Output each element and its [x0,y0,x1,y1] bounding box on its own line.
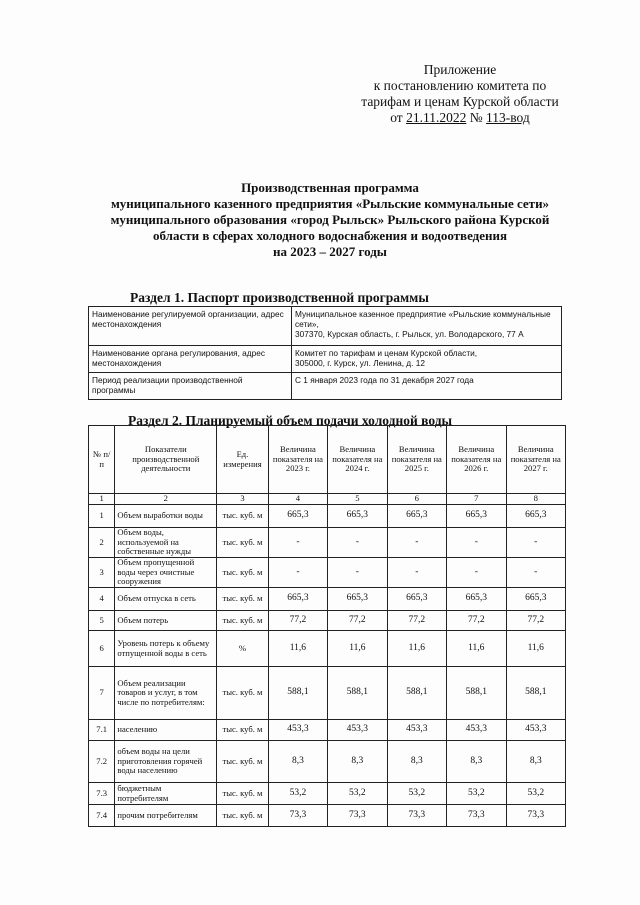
value-cell: 453,3 [328,720,387,741]
header-cell: Величина показателя на 2024 г. [328,426,387,494]
table-row [89,720,566,741]
passport-row [89,307,562,346]
value-cell: 53,2 [328,783,387,805]
section-1-heading: Раздел 1. Паспорт производственной программы [130,290,429,305]
table-row [89,558,566,588]
value-cell: 53,2 [268,783,327,805]
row-number: 7.4 [89,805,115,827]
table-row [89,783,566,805]
unit-cell: тыс. куб. м [217,720,268,741]
value-cell: - [328,528,387,558]
passport-value-line: 305000, г. Курск, ул. Ленина, д. 12 [295,358,425,368]
indicator-name: прочим потребителям [115,805,217,827]
value-cell: 453,3 [387,720,446,741]
unit-cell: тыс. куб. м [217,667,268,720]
value-cell: 8,3 [447,741,506,783]
volume-table [88,425,566,827]
appendix-prefix: от [390,110,403,125]
appendix-line-4 [340,110,580,126]
value-cell: 73,3 [387,805,446,827]
title-line-4: области в сферах холодного водоснабжения и водоотведения [152,228,508,243]
value-cell: 453,3 [447,720,506,741]
indicator-name: Уровень потерь к объему отпущенной воды в сеть [115,631,217,667]
title-line-1: Производственная программа [241,180,419,195]
row-number: 6 [89,631,115,667]
value-cell: 11,6 [506,631,566,667]
value-cell: 73,3 [268,805,327,827]
value-cell: 77,2 [268,611,327,631]
passport-row [89,346,562,373]
unit-cell: тыс. куб. м [217,805,268,827]
value-cell: 665,3 [506,588,566,611]
table-row [89,805,566,827]
value-cell: 665,3 [268,588,327,611]
column-number: 3 [217,494,268,505]
value-cell: - [387,558,446,588]
value-cell: 8,3 [387,741,446,783]
appendix-number: 113-вод [485,110,530,125]
indicator-name: Объем потерь [115,611,217,631]
title-line-3: муниципального образования «город Рыльск» Рыльского района Курской [110,212,550,227]
appendix-line-1: Приложение [423,62,497,77]
appendix-block [340,62,580,126]
value-cell: 665,3 [387,588,446,611]
passport-label: Наименование регулируемой организации, адрес местонахождения [89,307,292,346]
table-row [89,631,566,667]
header-cell: № п/п [89,426,115,494]
appendix-date: 21.11.2022 [406,110,467,125]
indicator-name: Объем отпуска в сеть [115,588,217,611]
column-number: 7 [447,494,506,505]
value-cell: 73,3 [328,805,387,827]
row-number: 2 [89,528,115,558]
unit-cell: тыс. куб. м [217,528,268,558]
column-number-row [89,494,566,505]
value-cell: 53,2 [387,783,446,805]
value-cell: 77,2 [387,611,446,631]
column-number: 5 [328,494,387,505]
unit-cell: % [217,631,268,667]
value-cell: - [328,558,387,588]
indicator-name: Объем реализации товаров и услуг, в том числе по потребителям: [115,667,217,720]
unit-cell: тыс. куб. м [217,558,268,588]
passport-value-line: 307370, Курская область, г. Рыльск, ул. Володарского, 77 А [295,329,524,339]
passport-label: Период реализации производственной программы [89,373,292,400]
passport-value [292,307,562,346]
value-cell: - [506,558,566,588]
title-line-2: муниципального казенного предприятия «Рыльские коммунальные сети» [110,196,550,211]
value-cell: 11,6 [268,631,327,667]
value-cell: 8,3 [268,741,327,783]
title-line-5: на 2023 – 2027 годы [273,244,387,259]
value-cell: - [447,558,506,588]
value-cell: 588,1 [447,667,506,720]
indicator-name: Объем пропущенной воды через очистные сооружения [115,558,217,588]
appendix-line-2: к постановлению комитета по [373,78,547,93]
value-cell: 73,3 [447,805,506,827]
indicator-name: Объем выработки воды [115,505,217,528]
unit-cell: тыс. куб. м [217,505,268,528]
value-cell: 588,1 [328,667,387,720]
value-cell: - [506,528,566,558]
column-number: 6 [387,494,446,505]
unit-cell: тыс. куб. м [217,611,268,631]
unit-cell: тыс. куб. м [217,783,268,805]
row-number: 5 [89,611,115,631]
value-cell: 453,3 [268,720,327,741]
value-cell: 665,3 [447,505,506,528]
table-row [89,528,566,558]
value-cell: 11,6 [328,631,387,667]
table-row [89,505,566,528]
row-number: 4 [89,588,115,611]
column-number: 8 [506,494,566,505]
document-title [60,180,600,260]
header-cell: Показатели производственной деятельности [115,426,217,494]
table-row [89,741,566,783]
header-cell: Величина показателя на 2025 г. [387,426,446,494]
header-cell: Величина показателя на 2023 г. [268,426,327,494]
appendix-line-3: тарифам и ценам Курской области [361,94,559,109]
value-cell: 588,1 [387,667,446,720]
table-row [89,588,566,611]
row-number: 7.2 [89,741,115,783]
value-cell: 665,3 [268,505,327,528]
row-number: 7 [89,667,115,720]
value-cell: 453,3 [506,720,566,741]
passport-value-line: Муниципальное казенное предприятие «Рыльские коммунальные сети», [295,309,551,329]
section-2-heading: Раздел 2. Планируемый объем подачи холодной воды [128,413,453,428]
value-cell: 11,6 [447,631,506,667]
passport-value [292,346,562,373]
header-cell: Величина показателя на 2026 г. [447,426,506,494]
row-number: 7.3 [89,783,115,805]
value-cell: 77,2 [447,611,506,631]
row-number: 7.1 [89,720,115,741]
value-cell: 8,3 [506,741,566,783]
passport-label: Наименование органа регулирования, адрес местонахождения [89,346,292,373]
value-cell: - [387,528,446,558]
value-cell: 77,2 [328,611,387,631]
value-cell: 77,2 [506,611,566,631]
row-number: 1 [89,505,115,528]
value-cell: 588,1 [268,667,327,720]
value-cell: 665,3 [328,588,387,611]
value-cell: 73,3 [506,805,566,827]
appendix-number-sign: № [469,110,483,125]
table-header-row [89,426,566,494]
row-number: 3 [89,558,115,588]
value-cell: 665,3 [506,505,566,528]
indicator-name: Объем воды, используемой на собственные нужды [115,528,217,558]
passport-row [89,373,562,400]
value-cell: 8,3 [328,741,387,783]
table-row [89,611,566,631]
value-cell: 588,1 [506,667,566,720]
value-cell: 53,2 [506,783,566,805]
column-number: 1 [89,494,115,505]
header-cell: Величина показателя на 2027 г. [506,426,566,494]
value-cell: - [268,558,327,588]
indicator-name: бюджетным потребителям [115,783,217,805]
unit-cell: тыс. куб. м [217,741,268,783]
value-cell: 665,3 [447,588,506,611]
indicator-name: населению [115,720,217,741]
header-cell: Ед. измерения [217,426,268,494]
column-number: 2 [115,494,217,505]
passport-value [292,373,562,400]
passport-table [88,306,562,400]
value-cell: 53,2 [447,783,506,805]
passport-value-line: Комитет по тарифам и ценам Курской области, [295,348,478,358]
indicator-name: объем воды на цели приготовления горячей воды населению [115,741,217,783]
value-cell: - [268,528,327,558]
value-cell: 665,3 [387,505,446,528]
passport-value-line: С 1 января 2023 года по 31 декабря 2027 года [295,375,474,385]
table-row [89,667,566,720]
unit-cell: тыс. куб. м [217,588,268,611]
value-cell: - [447,528,506,558]
value-cell: 11,6 [387,631,446,667]
column-number: 4 [268,494,327,505]
value-cell: 665,3 [328,505,387,528]
